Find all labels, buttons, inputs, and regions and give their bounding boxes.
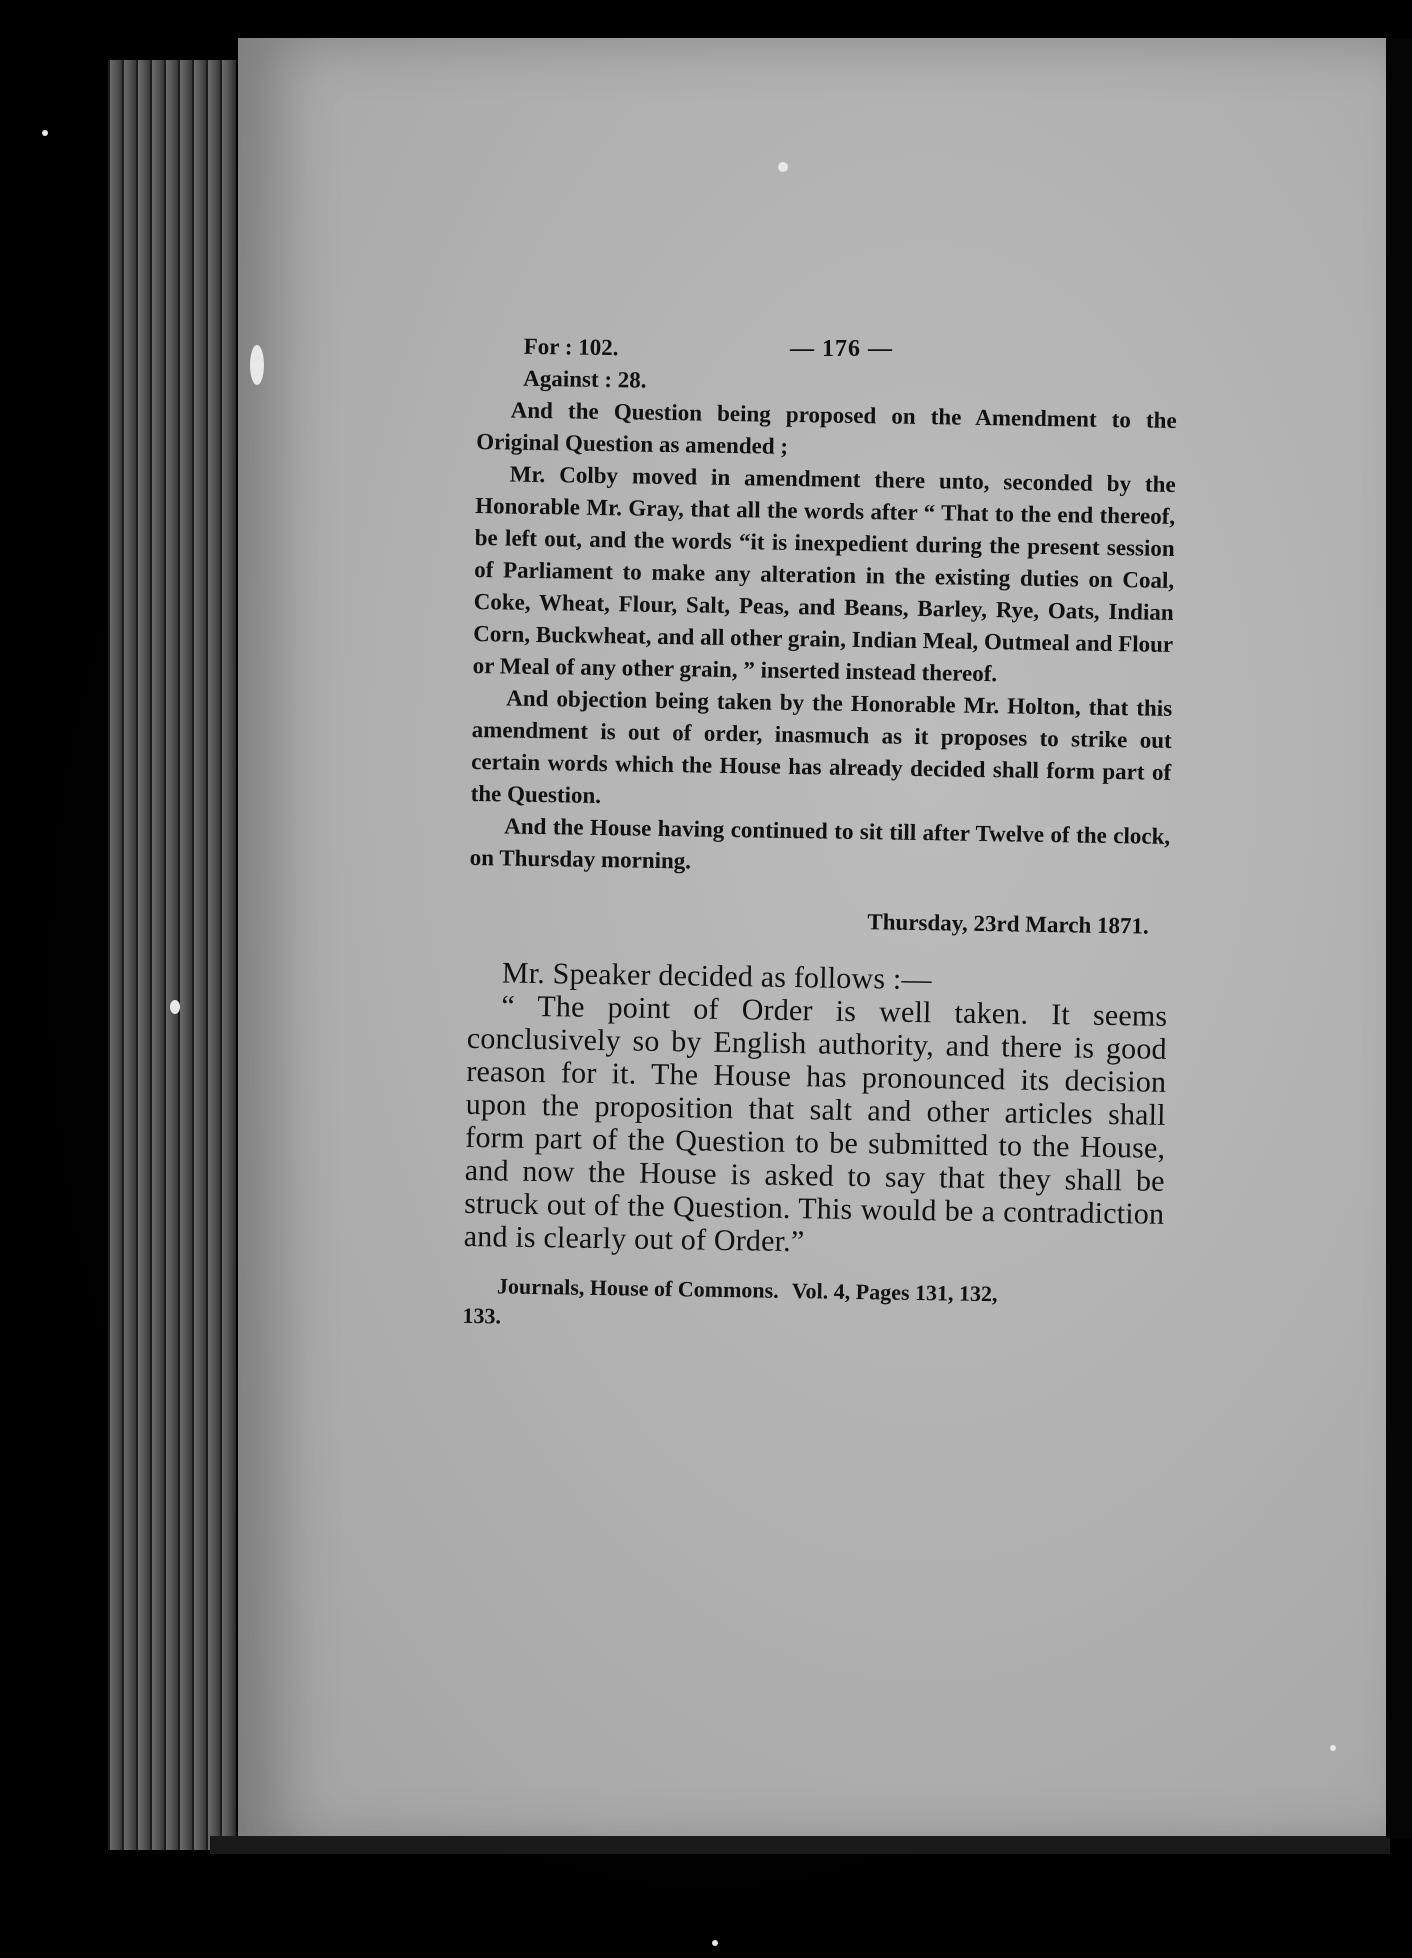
reference-continued: 133. [462, 1302, 502, 1329]
dust-speck [42, 130, 48, 136]
dust-speck [778, 162, 788, 172]
paragraph-question: And the Question being proposed on the Amendment to the Original Question as amended ; [476, 397, 1177, 459]
date-line: Thursday, 23rd March 1871. [867, 909, 1149, 939]
page-edge [220, 60, 236, 1850]
votes-against: Against : 28. [523, 365, 647, 393]
paragraph-sitting: And the House having continued to sit till after Twelve of the clock, on Thursday morning. [469, 813, 1171, 874]
gutter-shadow [1386, 38, 1412, 1838]
dust-speck [712, 1940, 718, 1946]
votes-for: For : 102. [523, 333, 619, 361]
ruling-section [464, 956, 1169, 1264]
page-bottom-shadow [210, 1836, 1390, 1854]
dust-speck [170, 1000, 180, 1014]
reference-source: Journals, House of Commons. [496, 1273, 779, 1303]
paragraph-objection: And objection being taken by the Honorable Mr. Holton, that this amendment is out of order, inasmuch as it proposes to strike out certain words which the House has already decided shall form part of the Question. [470, 685, 1173, 808]
reference-citation [462, 1271, 1163, 1342]
page-number: — 176 — [790, 336, 893, 362]
reference-volume: Vol. 4, Pages 131, 132, [791, 1278, 998, 1307]
speaker-ruling: “ The point of Order is well taken. It seems conclusively so by English authority, and there is good reason for it. The House has pronounced its decision upon the proposition that salt and other articles shall form part of the Question to be submitted to the House, and now the House is asked to say that they shall be struck out of the Question. This would be a contradiction and is clearly out of Order.” [463, 989, 1168, 1259]
paragraph-amendment: Mr. Colby moved in amendment there unto, seconded by the Honorable Mr. Gray, that all the words after “ That to the end thereof, be left out, and the words “it is inexpedient during the present session of Parliament to make any alteration in the existing duties on Coal, Coke, Wheat, Flour, Salt, Peas, and Beans, Barley, Rye, Oats, Indian Corn, Buckwheat, and all other grain, Indian Meal, Outmeal and Flour or Meal of any other grain, ” inserted instead thereof. [472, 461, 1176, 687]
dust-speck [250, 345, 264, 385]
speaker-heading: Mr. Speaker decided as follows :— [501, 956, 932, 997]
page-body [462, 330, 1178, 1342]
dust-speck [1330, 1745, 1336, 1751]
proceedings-section [469, 330, 1178, 943]
